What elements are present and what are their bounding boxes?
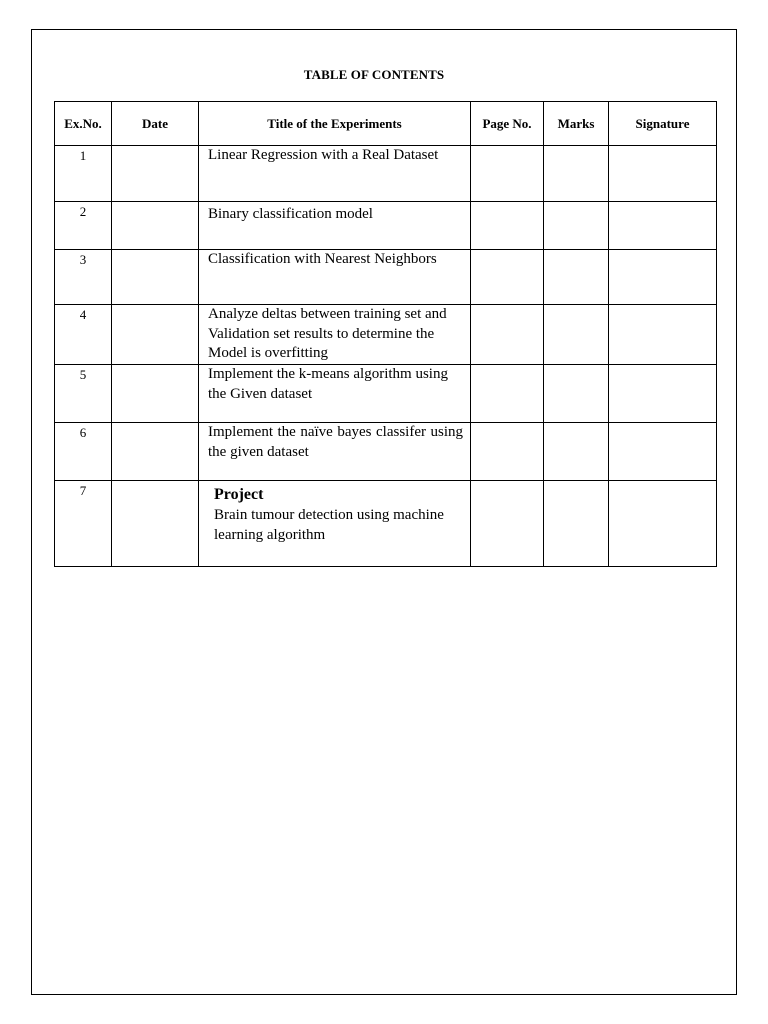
marks-cell	[544, 481, 609, 567]
marks-cell	[544, 365, 609, 423]
page-cell	[471, 305, 544, 365]
signature-cell	[609, 365, 717, 423]
table-row	[55, 146, 717, 202]
project-title: Brain tumour detection using machine learning algorithm	[214, 507, 444, 543]
page-cell	[471, 250, 544, 305]
contents-table	[54, 101, 717, 567]
date-cell	[112, 365, 199, 423]
date-cell	[112, 481, 199, 567]
table-header-row	[55, 102, 717, 146]
title-cell: Linear Regression with a Real Dataset	[199, 146, 471, 202]
exno-cell: 5	[55, 365, 112, 423]
header-date: Date	[112, 102, 199, 146]
date-cell	[112, 202, 199, 250]
header-signature: Signature	[609, 102, 717, 146]
header-marks: Marks	[544, 102, 609, 146]
page-title: TABLE OF CONTENTS	[303, 67, 445, 82]
marks-cell	[544, 146, 609, 202]
header-exno: Ex.No.	[55, 102, 112, 146]
table-row	[55, 481, 717, 567]
project-heading: Project	[214, 486, 264, 503]
marks-cell	[544, 202, 609, 250]
table-row	[55, 202, 717, 250]
title-cell: Implement the naïve bayes classifer using the given dataset	[199, 423, 471, 481]
marks-cell	[544, 250, 609, 305]
title-cell: Classification with Nearest Neighbors	[199, 250, 471, 305]
page-cell	[471, 365, 544, 423]
header-title: Title of the Experiments	[199, 102, 471, 146]
page-cell	[471, 423, 544, 481]
date-cell	[112, 423, 199, 481]
title-cell: Analyze deltas between training set and Validation set results to determine the Model is overfitting	[199, 305, 471, 365]
date-cell	[112, 146, 199, 202]
title-cell: Implement the k-means algorithm using the Given dataset	[199, 365, 471, 423]
title-cell	[199, 481, 471, 567]
exno-cell: 1	[55, 146, 112, 202]
signature-cell	[609, 305, 717, 365]
table-row	[55, 365, 717, 423]
exno-cell: 2	[55, 202, 112, 250]
exno-cell: 7	[55, 481, 112, 567]
header-page-no: Page No.	[471, 102, 544, 146]
signature-cell	[609, 146, 717, 202]
marks-cell	[544, 423, 609, 481]
page-cell	[471, 481, 544, 567]
exno-cell: 3	[55, 250, 112, 305]
table-row	[55, 423, 717, 481]
marks-cell	[544, 305, 609, 365]
date-cell	[112, 250, 199, 305]
table-row	[55, 305, 717, 365]
signature-cell	[609, 481, 717, 567]
title-cell: Binary classification model	[199, 202, 471, 250]
signature-cell	[609, 202, 717, 250]
signature-cell	[609, 423, 717, 481]
page-cell	[471, 146, 544, 202]
exno-cell: 6	[55, 423, 112, 481]
date-cell	[112, 305, 199, 365]
exno-cell: 4	[55, 305, 112, 365]
page-cell	[471, 202, 544, 250]
signature-cell	[609, 250, 717, 305]
table-row	[55, 250, 717, 305]
